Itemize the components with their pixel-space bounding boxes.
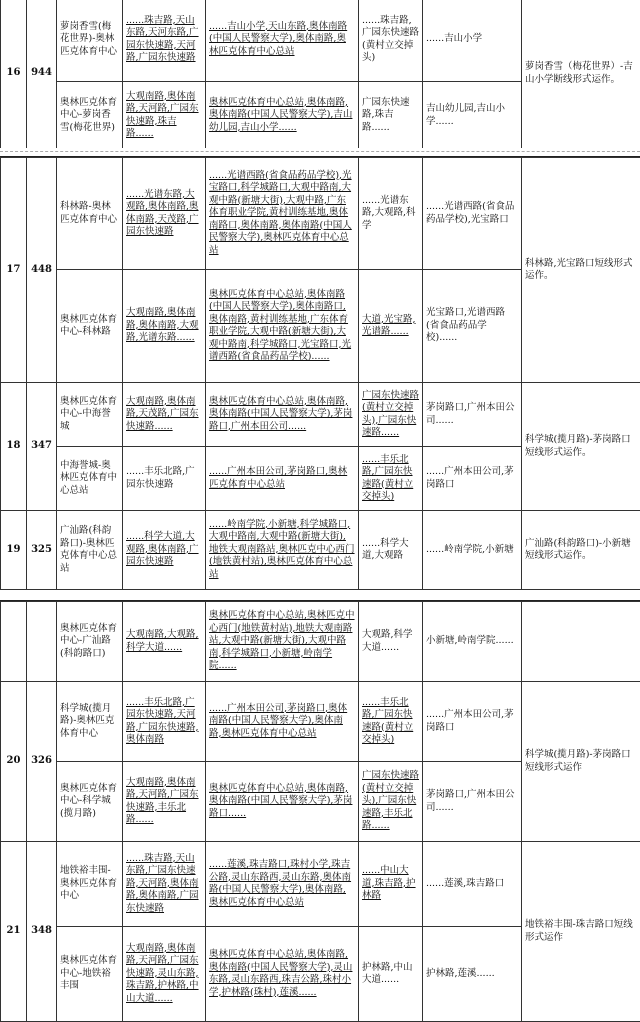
short-stop-list: 茅岗路口,广州本田公司......	[423, 383, 522, 447]
route-number: 19	[1, 511, 27, 590]
direction-name: 科学城(揽月路)-奥林匹克体育中心	[57, 682, 123, 762]
route-table	[0, 157, 640, 590]
short-road-list: ......珠吉路,广园东快速路(黄村立交掉头)	[359, 0, 423, 82]
direction-name: 奥林匹克体育中心-广汕路(科韵路口)	[57, 602, 123, 682]
short-road-list: 护林路,中山大道......	[359, 927, 423, 1022]
short-stop-list: 吉山幼儿园,吉山小学......	[423, 82, 522, 150]
stop-list: 奥林匹克体育中心总站,奥体南路,奥体南路(中国人民警察大学),灵山东路,灵山东路西,珠吉公路,珠村小学,护林路(珠村),莲溪......	[206, 927, 359, 1022]
short-stop-list: ......吉山小学	[423, 0, 522, 82]
page-break	[0, 151, 640, 152]
operation-note: 科林路,光宝路口短线形式运作。	[522, 158, 640, 383]
short-stop-list: ......广州本田公司,茅岗路口	[423, 682, 522, 762]
direction-name: 奥林匹克体育中心-萝岗香雪(梅花世界)	[57, 82, 123, 150]
short-road-list: 大道,光宝路,光谱路......	[359, 270, 423, 383]
direction-name: 奥林匹克体育中心-地铁裕丰围	[57, 927, 123, 1022]
route-id: 348	[27, 842, 57, 1022]
stop-list: ......岭南学院,小新塘,科学城路口,大观中路南,大观中路(新塘大街),地铁大观南路站,奥林匹克中心西门(地铁黄村站),奥林匹克体育中心总站	[206, 511, 359, 590]
stop-list: 奥林匹克体育中心总站,奥体南路,奥体南路(中国人民警察大学),茅岗路口,广州本田公司......	[206, 383, 359, 447]
direction-name: 地铁裕丰围-奥林匹克体育中心	[57, 842, 123, 927]
operation-note: 萝岗香雪（梅花世界）-吉山小学断线形式运作。	[522, 0, 640, 150]
short-stop-list: ......岭南学院,小新塘	[423, 511, 522, 590]
direction-name: 科林路-奥林匹克体育中心	[57, 158, 123, 270]
road-list: 大观南路,奥体南路,天茂路,广园东快速路......	[123, 383, 206, 447]
stop-list: 奥林匹克体育中心总站,奥体南路(中国人民警察大学),奥体南路口,奥体南路,黄村训练基地,广东体育职业学院,大观中路(新塘大街),大观中路南,科学城路口,光宝路口,光谱西路(省食品药品学校)......	[206, 270, 359, 383]
road-list: 大观南路,奥体南路,天河路,广园东快速路,珠吉路......	[123, 82, 206, 150]
page-gap	[0, 592, 640, 600]
short-road-list: ......光谱东路,大观路,科学	[359, 158, 423, 270]
route-id: 944	[27, 0, 57, 150]
stop-list: ......光谱西路(省食品药品学校),光宝路口,科学城路口,大观中路南,大观中路(新塘大街),大观中路,广东体育职业学院,黄村训练基地,奥体南路口,奥体南路,奥体南路(中国人民警察大学),奥林匹克体育中心总站	[206, 158, 359, 270]
direction-name: 萝岗香雪(梅花世界)-奥林匹克体育中心	[57, 0, 123, 82]
short-road-list: 广园东快速路(黄村立交掉头),广园东快速路,丰乐北路......	[359, 762, 423, 842]
short-stop-list: 小新塘,岭南学院......	[423, 602, 522, 682]
road-list: ......丰乐北路,广园东快速路,天河路,广园东快速路,奥体南路	[123, 682, 206, 762]
route-number: 16	[1, 0, 27, 150]
route-number: 18	[1, 383, 27, 511]
direction-name: 奥林匹克体育中心-科学城(揽月路)	[57, 762, 123, 842]
short-stop-list: ......莲溪,珠吉路口	[423, 842, 522, 927]
stop-list: ......广州本田公司,茅岗路口,奥体南路(中国人民警察大学),奥体南路,奥林匹克体育中心总站	[206, 682, 359, 762]
stop-list: ......广州本田公司,茅岗路口,奥林匹克体育中心总站	[206, 447, 359, 511]
operation-note	[522, 602, 640, 682]
stop-list: ......莲溪,珠吉路口,珠村小学,珠吉公路,灵山东路西,灵山东路,奥体南路(中国人民警察大学),奥体南路,奥林匹克体育中心总站	[206, 842, 359, 927]
route-id: 326	[27, 682, 57, 842]
table-page-1	[0, 0, 640, 150]
route-id: 347	[27, 383, 57, 511]
operation-note: 科学城(揽月路)-茅岗路口短线形式运作。	[522, 383, 640, 511]
short-road-list: 大观路,科学大道......	[359, 602, 423, 682]
road-list: 大观南路,奥体南路,天河路,广园东快速路,丰乐北路......	[123, 762, 206, 842]
route-id	[27, 602, 57, 682]
short-stop-list: 茅岗路口,广州本田公司......	[423, 762, 522, 842]
direction-name: 中海誉城-奥林匹克体育中心总站	[57, 447, 123, 511]
short-road-list: 广园东快速路(黄村立交掉头),广园东快速路......	[359, 383, 423, 447]
direction-name: 广汕路(科韵路口)-奥林匹克体育中心总站	[57, 511, 123, 590]
direction-name: 奥林匹克体育中心-中海誉城	[57, 383, 123, 447]
route-id: 448	[27, 158, 57, 383]
table-page-3	[0, 600, 640, 1022]
road-list: 大观南路,奥体南路,奥体南路,大观路,光谱东路......	[123, 270, 206, 383]
short-stop-list: ......光谱西路(省食品药品学校),光宝路口	[423, 158, 522, 270]
route-number: 17	[1, 158, 27, 383]
direction-name: 奥林匹克体育中心-科林路	[57, 270, 123, 383]
operation-note: 地铁裕丰围-珠吉路口短线形式运作	[522, 842, 640, 1022]
route-id: 325	[27, 511, 57, 590]
road-list: ......光谱东路,大观路,奥体南路,奥体南路,天茂路,广园东快速路	[123, 158, 206, 270]
short-road-list: ......丰乐北路,广园东快速路(黄村立交掉头)	[359, 682, 423, 762]
route-number: 20	[1, 682, 27, 842]
road-list: ......丰乐北路,广园东快速路	[123, 447, 206, 511]
road-list: ......珠吉路,天山东路,天河东路,广园东快速路,天河路,广园东快速路	[123, 0, 206, 82]
stop-list: ......吉山小学,天山东路,奥体南路(中国人民警察大学),奥体南路,奥林匹克体育中心总站	[206, 0, 359, 82]
road-list: ......珠吉路,天山东路,广园东快速路,天河路,奥体南路,奥体南路,广园东快速路	[123, 842, 206, 927]
route-number	[1, 602, 27, 682]
short-stop-list: 护林路,莲溪......	[423, 927, 522, 1022]
short-road-list: ......丰乐北路,广园东快速路(黄村立交掉头)	[359, 447, 423, 511]
route-number: 21	[1, 842, 27, 1022]
short-stop-list: 光宝路口,光谱西路(省食品药品学校)......	[423, 270, 522, 383]
stop-list: 奥林匹克体育中心总站,奥林匹克中心西门(地铁黄村站),地铁大观南路站,大观中路(新塘大街),大观中路南,科学城路口,小新塘,岭南学院......	[206, 602, 359, 682]
operation-note: 科学城(揽月路)-茅岗路口短线形式运作	[522, 682, 640, 842]
short-road-list: 广园东快速路,珠吉路......	[359, 82, 423, 150]
route-table	[0, 0, 640, 150]
road-list: ......科学大道,大观路,奥体南路,广园东快速路	[123, 511, 206, 590]
table-page-2	[0, 156, 640, 590]
short-road-list: ......中山大道,珠吉路,护林路	[359, 842, 423, 927]
short-road-list: ......科学大道,大观路	[359, 511, 423, 590]
road-list: 大观南路,大观路,科学大道......	[123, 602, 206, 682]
road-list: 大观南路,奥体南路,天河路,广园东快速路,灵山东路,珠吉路,护林路,中山大道......	[123, 927, 206, 1022]
stop-list: 奥林匹克体育中心总站,奥体南路,奥体南路(中国人民警察大学),吉山幼儿园,吉山小学......	[206, 82, 359, 150]
route-table	[0, 601, 640, 1022]
short-stop-list: ......广州本田公司,茅岗路口	[423, 447, 522, 511]
operation-note: 广汕路(科韵路口)-小新塘短线形式运作。	[522, 511, 640, 590]
page-gap	[0, 148, 640, 156]
stop-list: 奥林匹克体育中心总站,奥体南路,奥体南路(中国人民警察大学),茅岗路口......	[206, 762, 359, 842]
